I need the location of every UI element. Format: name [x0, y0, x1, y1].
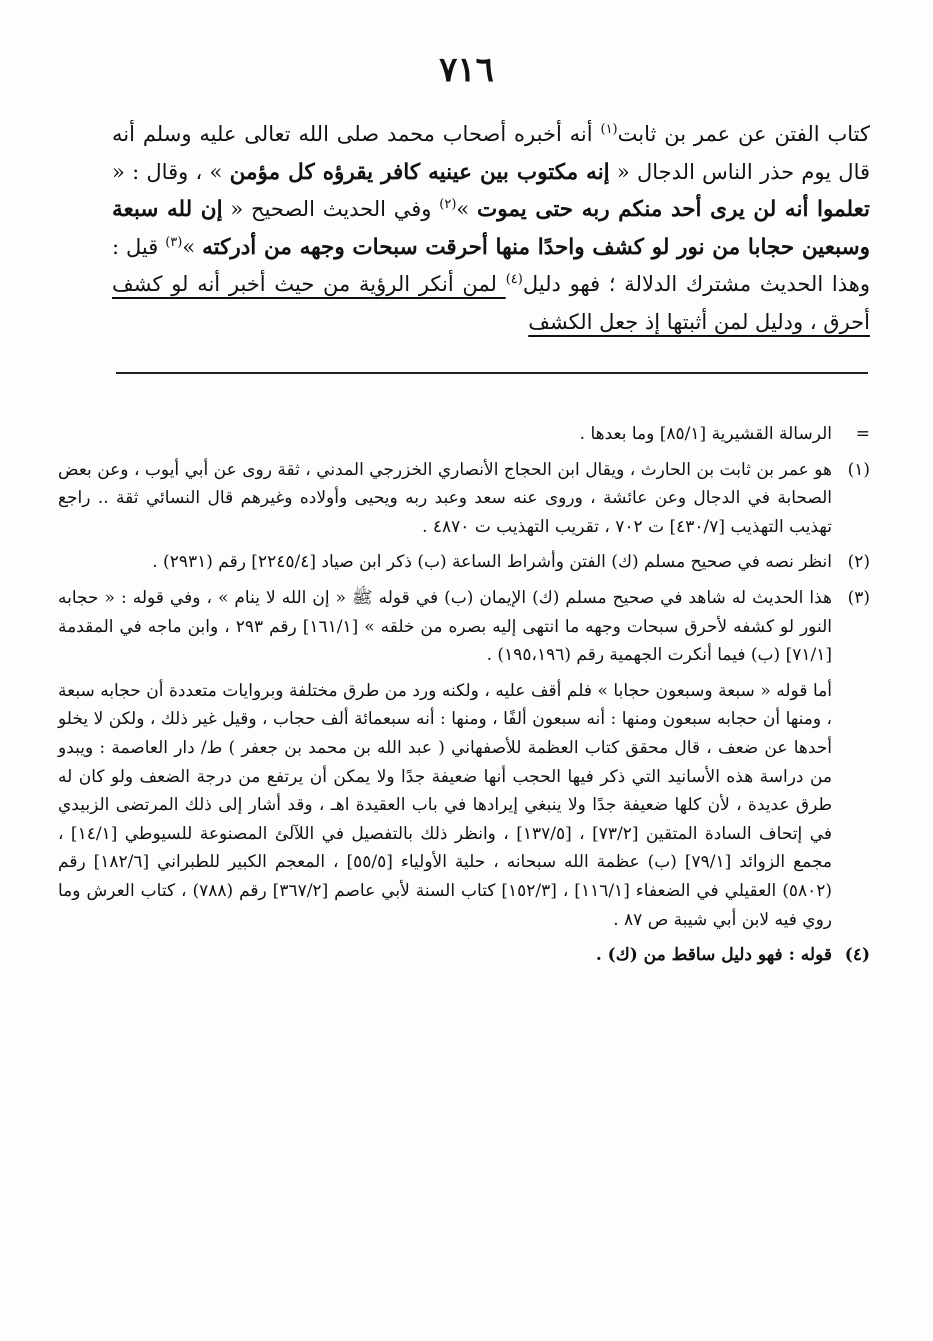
footnote-text: هو عمر بن ثابت بن الحارث ، ويقال ابن الحجاج الأنصاري الخزرجي المدني ، ثقة روى عن أبي أيوب ، وعن بعض الصحابة في الدجال وعن عائشة ، وروى عنه سعد وعبد ربه ويحيى وأولاده وغيرهم قال النسائي ثقة .. راجع تهذيب التهذيب [٤٣٠/٧] ت ٧٠٢ ، تقريب التهذيب ت ٤٨٧٠ .: [58, 459, 833, 537]
footnote-3-continuation: [58, 677, 870, 934]
main-paragraph: [112, 116, 870, 341]
footnote-1: [58, 456, 870, 542]
footnote-number: (٣): [847, 587, 870, 608]
footnote-text: الرسالة القشيرية [٨٥/١] وما بعدها .: [579, 424, 832, 444]
footnote-ref-2[interactable]: (٢): [439, 197, 457, 212]
footnote-number: (٢): [847, 552, 870, 573]
main-text-segment: وفي الحديث الصحيح «: [222, 197, 440, 221]
footnote-ref-4[interactable]: (٤): [505, 272, 523, 287]
page-number: ٧١٦: [439, 50, 494, 90]
footnote-number: (٤): [844, 945, 870, 966]
footnote-text: انظر نصه في صحيح مسلم (ك) الفتن وأشراط الساعة (ب) ذكر ابن صياد [٢٢٤٥/٤] رقم (٢٩٣١) .: [152, 552, 832, 573]
main-text-segment: أنه أخبره أصحاب محمد صلى الله تعالى عليه وسلم أنه قال يوم حذر الناس الدجال «: [112, 122, 871, 184]
footnote-text: أما قوله « سبعة وسبعون حجابا » فلم أقف عليه ، ولكنه ورد من طرق مختلفة وبروايات متعددة أن حجابه سبعة ، ومنها أن حجابه سبعون ومنها : أنه سبعون ألفًا ، ومنها : أنه سبعمائة ألف حجاب ، وقيل غير ذلك ، ولكن لا يخلو أحدها عن ضعف ، قال محقق كتاب العظمة للأصفهاني ( عبد الله بن محمد بن جعفر ) ط/ دار العاصمة : ويبدو من دراسة هذه الأسانيد التي ذكر فيها الحجب أنها ضعيفة جدًا ولا يمكن أن يرتفع من درجة الضعف ولو كان له طرق عديدة ، لأن كلها ضعيفة جدًا ولا ينبغي إيرادها في باب العقيدة اهـ ، وقد أشار إلى ذلك المرتضى الزبيدي في إتحاف السادة المتقين [٧٣/٢] ، [١٣٧/٥] ، وانظر ذلك بالتفصيل في اللآلئ المصنوعة للسيوطي [١٤/١] ، مجمع الزوائد [٧٩/١] (ب) عظمة الله سبحانه ، حلية الأولياء [٥٥/٥] ، المعجم الكبير للطبراني [١٨٢/٦] رقم (٥٨٠٢) العقيلي في الضعفاء [١١٦/١] ، [١٥٢/٣] كتاب السنة لأبي عاصم [٣٦٧/٢] رقم (٧٨٨) ، كتاب العرش وما روي فيه لابن أبي شيبة ص ٨٧ .: [58, 680, 833, 930]
footnote-2: [58, 548, 870, 577]
footnote-separator-rule: [116, 372, 868, 374]
main-text-segment: »: [456, 197, 478, 221]
hadith-quote-bold: إنه مكتوب بين عينيه كافر يقرؤه كل مؤمن: [229, 159, 610, 185]
main-text-segment: قيل : وهذا الحديث مشترك الدلالة ؛ فهو دليل: [112, 234, 870, 296]
footnote-number: (١): [847, 459, 870, 480]
footnote-text: قوله : فهو دليل ساقط من (ك) .: [595, 945, 832, 966]
footnote-4: [58, 941, 870, 970]
footnotes-section: [58, 420, 870, 977]
hadith-quote-bold: تعلموا أنه لن يرى أحد منكم ربه حتى يموت: [477, 197, 870, 222]
main-text-segment: »: [182, 234, 203, 259]
footnote-ref-1[interactable]: (١): [600, 122, 618, 137]
hadith-quote-bold: إن لله سبعة وسبعين حجابا من نور لو كشف واحدًا منها أحرقت سبحات وجهه من أدركته: [112, 197, 870, 260]
footnote-number-spacer: [832, 677, 870, 934]
footnote-carryover: [58, 420, 870, 449]
main-text-body: [112, 116, 870, 341]
footnote-text: هذا الحديث له شاهد في صحيح مسلم (ك) الإيمان (ب) في قوله ﷺ « إن الله لا ينام » ، وفي قوله : « حجابه النور لو كشفه لأحرق سبحات وجهه ما انتهى إليه بصره من خلقه » [١٦١/١] رقم ٢٩٣ ، وابن ماجه في المقدمة [٧١/١] (ب) فيما أنكرت الجهمية رقم (١٩٥،١٩٦) .: [58, 587, 832, 666]
footnote-3: [58, 584, 870, 670]
main-text-segment: كتاب الفتن عن عمر بن ثابت: [617, 122, 870, 146]
main-text-segment: » ، وقال : «: [112, 159, 230, 184]
main-text-last-line: لمن أنكر الرؤية من حيث أخبر أنه لو كشف أحرق ، ودليل لمن أثبتها إذ جعل الكشف: [112, 272, 870, 334]
footnote-number: =: [855, 424, 870, 444]
footnote-ref-3[interactable]: (٣): [165, 234, 183, 250]
